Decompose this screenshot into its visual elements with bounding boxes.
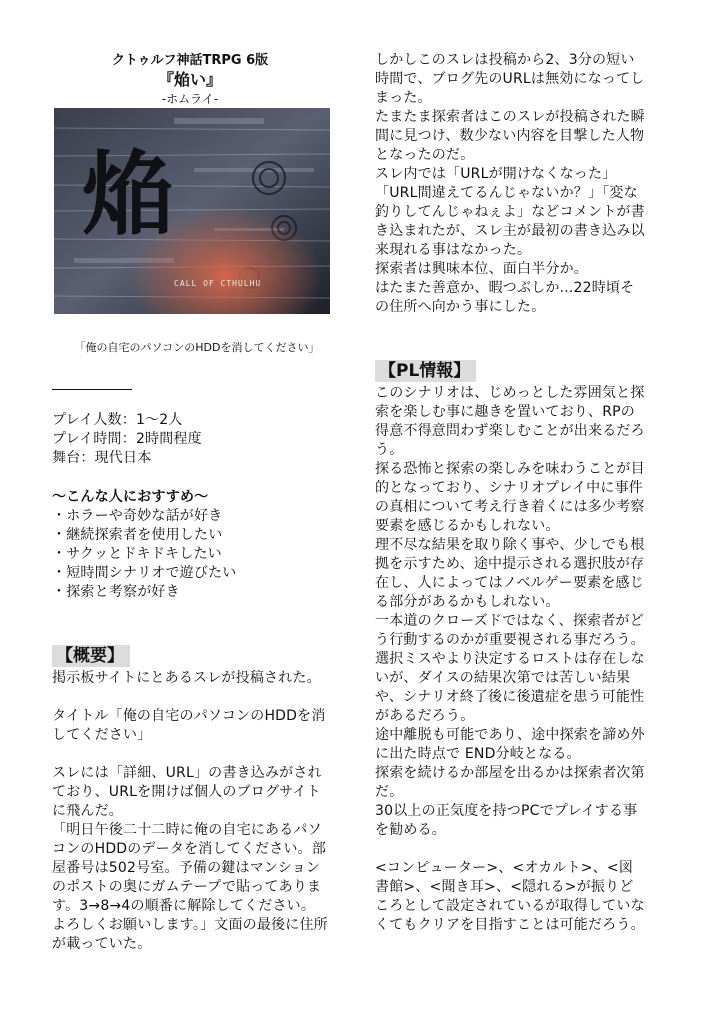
pl-heading: 【PL情報】 xyxy=(375,360,476,382)
pl-p2: 探る恐怖と探索の楽しみを味わうことが目的となっており、シナリオプレイ中に事件の真相について考え行き着くには多少考察要素を感じるかもしれない。 xyxy=(375,461,645,534)
info-block xyxy=(52,411,342,468)
recommend-heading: 〜こんな人におすすめ〜 xyxy=(52,489,209,505)
recommend-item: ・短時間シナリオで遊びたい xyxy=(52,565,237,581)
cover-image xyxy=(54,108,330,314)
overview-p1: 掲示板サイトにとあるスレが投稿された。 xyxy=(52,670,321,686)
system-name: クトゥルフ神話TRPG 6版 xyxy=(111,53,269,68)
pl-p1: このシナリオは、じめっとした雰囲気と探索を楽しむ事に趣きを置いており、RPの得意不得意問わず楽しむことが出来るだろう。 xyxy=(375,385,645,458)
pl-p4: 一本道のクローズドではなく、探索者がどう行動するのかが重要視される事だろう。 xyxy=(375,613,645,648)
overview-p9: はたまた善意か、暇つぶしか...22時頃その住所へ向かう事にした。 xyxy=(375,280,635,315)
scenario-title: 『焔い』 xyxy=(157,70,222,89)
pl-p6: 途中離脱も可能であり、途中探索を諦め外に出た時点で END分岐となる。 xyxy=(375,727,645,762)
overview-heading: 【概要】 xyxy=(52,645,130,667)
info-time: プレイ時間：2時間程度 xyxy=(52,431,202,447)
cover-art xyxy=(54,108,330,314)
divider xyxy=(52,389,132,390)
overview-p5: しかしこのスレは投稿から2、3分の短い時間で、ブログ先のURLは無効になってしまった。 xyxy=(375,52,645,106)
overview-p2: タイトル「俺の自宅のパソコンのHDDを消してください」 xyxy=(52,708,326,743)
overview-continued xyxy=(375,51,647,317)
scenario-reading: -ホムライ- xyxy=(161,92,219,106)
recommend-item: ・ホラーや奇妙な話が好き xyxy=(52,508,223,524)
recommend-item: ・継続探索者を使用したい xyxy=(52,527,223,543)
pl-p5: 選択ミスやより決定するロストは存在しないが、ダイスの結果次第では苦しい結果や、シナリオ終了後に後遺症を患う可能性があるだろう。 xyxy=(375,651,645,724)
overview-p3: スレには「詳細、URL」の書き込みがされており、URLを開けば個人のブログサイトに飛んだ。 xyxy=(52,765,322,819)
cover-tagline: 「俺の自宅のパソコンのHDDを消してください」 xyxy=(74,341,320,354)
cover-title-glyph: 焔 xyxy=(82,140,175,248)
info-setting: 舞台：現代日本 xyxy=(52,450,152,466)
overview-p4: 「明日午後二十二時に俺の自宅にあるパソコンのHDDのデータを消してください。部屋番号は502号室。予備の鍵はマンションのポストの奥にガムテープで貼ってあります。3→8→4の順番に解除してください。よろしくお願いします。」文面の最後に住所が載っていた。 xyxy=(52,822,328,952)
pl-p8: 30以上の正気度を持つPCでプレイする事を勧める。 xyxy=(375,803,638,838)
pl-p7: 探索を続けるか部屋を出るかは探索者次第だ。 xyxy=(375,765,645,800)
recommend-item: ・サクッとドキドキしたい xyxy=(52,546,222,562)
overview-p6: たまたま探索者はこのスレが投稿された瞬間に見つけ、数少ない内容を目撃した人物となったのだ。 xyxy=(375,109,645,163)
pl-block xyxy=(375,360,647,935)
pl-p9: <コンピューター>、<オカルト>、<図書館>、<聞き耳>、<隠れる>が振りどころとして設定されているが取得していなくてもクリアを目指すことは可能だろう。 xyxy=(375,860,645,933)
recommend-item: ・探索と考察が好き xyxy=(52,584,180,600)
title-block xyxy=(52,52,328,108)
overview-block xyxy=(52,645,328,954)
cover-subtitle: CALL OF CTHULHU xyxy=(174,279,262,288)
pl-p3: 理不尽な結果を取り除く事や、少しでも根拠を示すため、途中提示される選択肢が存在し、人によってはノベルゲー要素を感じる部分があるかもしれない。 xyxy=(375,537,645,610)
info-players: プレイ人数：1〜2人 xyxy=(52,412,183,428)
overview-p8: 探索者は興味本位、面白半分か。 xyxy=(375,261,588,277)
recommend-block xyxy=(52,488,342,602)
overview-p7: スレ内では「URLが開けなくなった」「URL間違えてるんじゃないか？」「変な釣りしてんじゃねぇよ」などコメントが書き込まれたが、スレ主が最初の書き込み以来現れる事はなかった。 xyxy=(375,166,645,258)
